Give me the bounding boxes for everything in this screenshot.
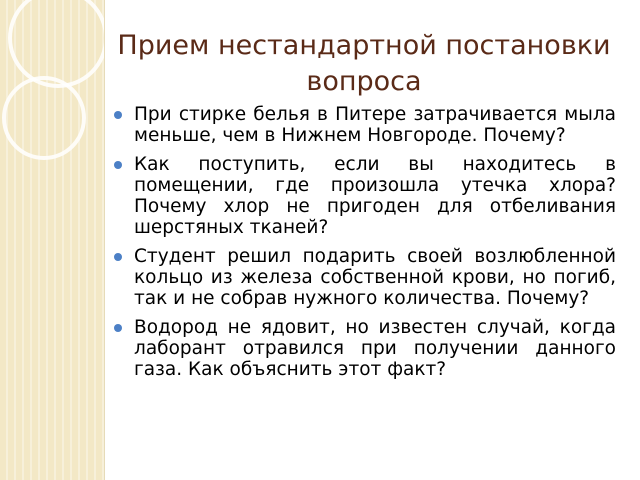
list-item	[112, 154, 616, 238]
list-item	[112, 104, 616, 146]
list-item-text: Водород не ядовит, но известен случай, когда лаборант отравился при получении данного газа. Как объяснить этот факт?	[134, 317, 616, 380]
decorative-circles	[0, 0, 104, 480]
list-item-text: При стирке белья в Питере затрачивается мыла меньше, чем в Нижнем Новгороде. Почему?	[134, 104, 616, 146]
bullet-dot-icon	[114, 161, 122, 169]
list-item-text: Студент решил подарить своей возлюбленной кольцо из железа собственной крови, но погиб, так и не собрав нужного количества. Почему?	[134, 246, 616, 309]
list-item-text: Как поступить, если вы находитесь в помещении, где произошла утечка хлора? Почему хлор не пригоден для отбеливания шерстяных тканей?	[134, 154, 616, 238]
bullet-list	[112, 104, 616, 388]
slide-title: Прием нестандартной постановки вопроса	[117, 30, 611, 97]
bullet-dot-icon	[114, 253, 122, 261]
bullet-dot-icon	[114, 111, 122, 119]
decorative-side-strip	[0, 0, 104, 480]
list-item	[112, 246, 616, 309]
list-item	[112, 317, 616, 380]
bullet-dot-icon	[114, 324, 122, 332]
